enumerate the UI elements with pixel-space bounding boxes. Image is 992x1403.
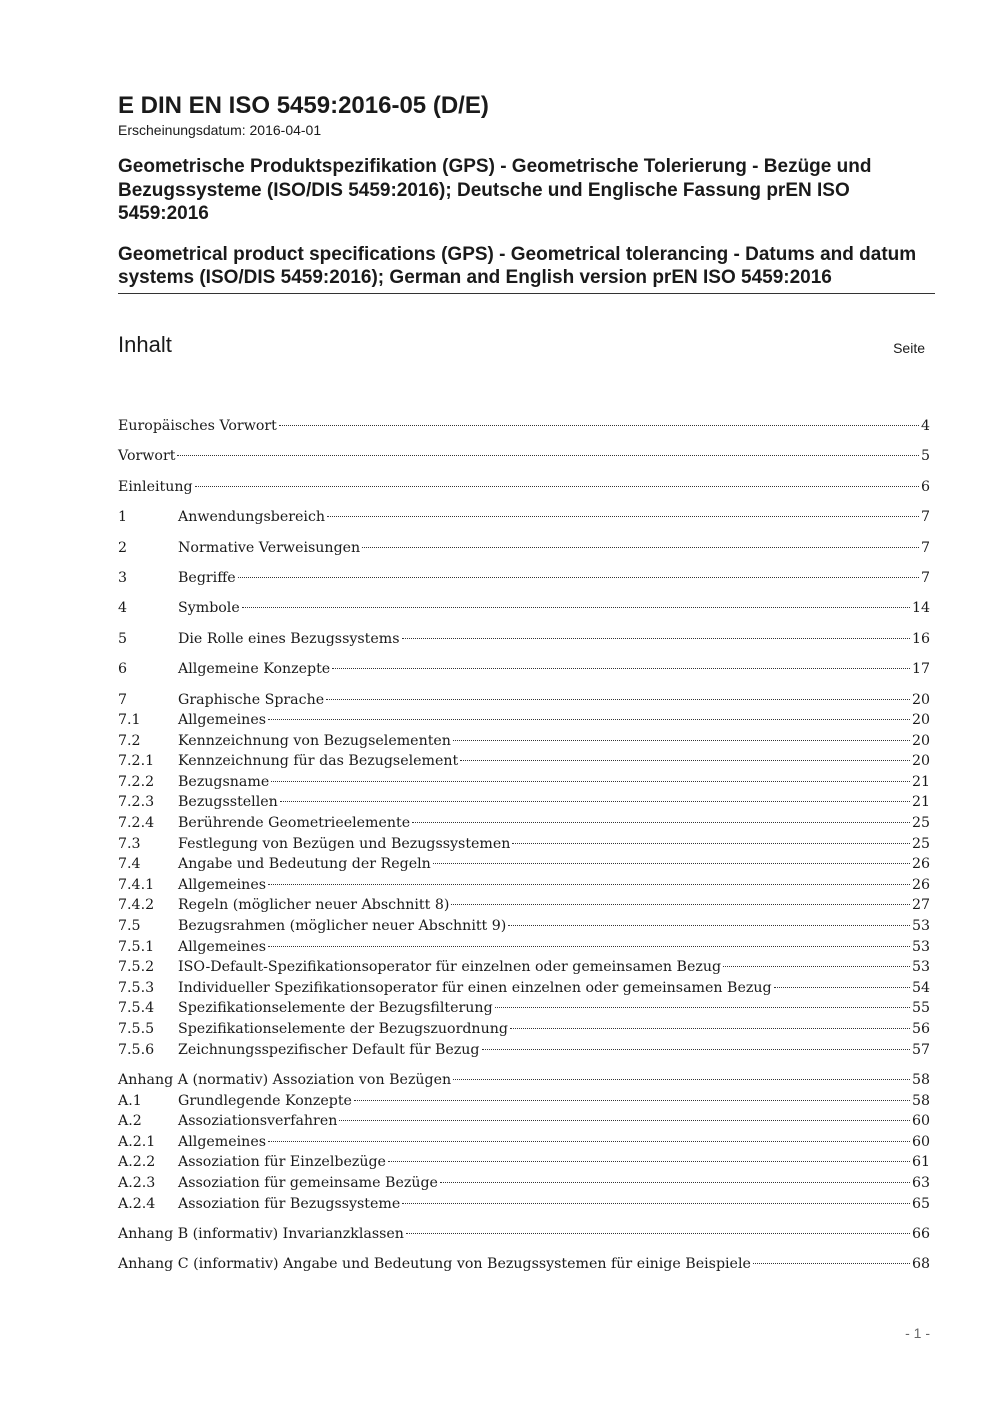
- toc-entry-page: 20: [911, 753, 930, 770]
- toc-entry-page: 7: [920, 539, 930, 556]
- toc-entry-page: 53: [911, 938, 930, 955]
- toc-entry-page: 20: [911, 712, 930, 729]
- toc-dot-leader: [238, 577, 919, 578]
- toc-entry-title: Normative Verweisungen: [178, 539, 361, 556]
- toc-entry-page: 61: [911, 1154, 930, 1171]
- toc-entry-number: 7.4: [118, 856, 141, 873]
- toc-entry-number: 7.5.2: [118, 959, 155, 976]
- toc-heading: Inhalt: [118, 331, 172, 357]
- toc-entry-title: Assoziationsverfahren: [178, 1113, 338, 1130]
- toc-entry-number: 7.5.3: [118, 979, 155, 996]
- toc-entry-title: Kennzeichnung von Bezugselementen: [178, 732, 451, 749]
- toc-dot-leader: [406, 1233, 910, 1234]
- toc-entry-page: 53: [911, 918, 930, 935]
- toc-entry[interactable]: [118, 1224, 930, 1245]
- toc-entry[interactable]: [118, 1019, 930, 1040]
- toc-dot-leader: [753, 1263, 910, 1264]
- toc-entry-page: 7: [920, 569, 930, 586]
- toc-entry-title: Regeln (möglicher neuer Abschnitt 8): [178, 897, 450, 914]
- toc-entry-page: 21: [911, 794, 930, 811]
- title-english: Geometrical product specifications (GPS) - Geometrical tolerancing - Datums and datum systems (ISO/DIS 5459:2016); German and English version prEN ISO 5459:2016: [118, 243, 917, 288]
- toc-entry-page: 56: [911, 1021, 930, 1038]
- toc-entry-title: Bezugsstellen: [178, 794, 278, 811]
- toc-entry-title: Die Rolle eines Bezugssystems: [178, 630, 400, 647]
- toc-dot-leader: [723, 966, 910, 967]
- toc-dot-leader: [453, 740, 910, 741]
- header-divider: [118, 293, 935, 294]
- toc-dot-leader: [495, 1007, 910, 1008]
- toc-entry[interactable]: [118, 895, 930, 916]
- toc-entry-page: 26: [911, 876, 930, 893]
- toc-entry-number: 7.4.2: [118, 897, 155, 914]
- document-header: [118, 92, 935, 366]
- toc-dot-leader: [271, 781, 910, 782]
- toc-entry-title: Assoziation für Einzelbezüge: [178, 1154, 386, 1171]
- toc-entry-page: 6: [920, 478, 930, 495]
- toc-dot-leader: [451, 904, 910, 905]
- toc-entry-number: 2: [118, 539, 128, 556]
- toc-entry[interactable]: [118, 690, 930, 711]
- toc-entry-title: Zeichnungsspezifischer Default für Bezug: [178, 1041, 480, 1058]
- toc-entry-number: A.2.1: [118, 1133, 156, 1150]
- toc-entry-title: Allgemeines: [178, 712, 266, 729]
- toc-entry-title: Anhang C (informativ) Angabe und Bedeutung von Bezugssystemen für einige Beispiele: [118, 1256, 751, 1273]
- toc-dot-leader: [412, 822, 910, 823]
- toc-dot-leader: [332, 668, 910, 669]
- toc-entry[interactable]: [118, 507, 930, 528]
- toc-dot-leader: [242, 607, 910, 608]
- toc-entry-page: 20: [911, 732, 930, 749]
- toc-entry-number: 7.2.2: [118, 773, 155, 790]
- toc-entry-number: 7.5.4: [118, 1000, 155, 1017]
- toc-dot-leader: [195, 486, 919, 487]
- toc-entry[interactable]: [118, 568, 930, 589]
- toc-entry-title: Allgemeines: [178, 876, 266, 893]
- toc-entry-page: 58: [911, 1092, 930, 1109]
- toc-entry[interactable]: [118, 1040, 930, 1061]
- toc-dot-leader: [512, 843, 910, 844]
- toc-entry-page: 4: [920, 418, 930, 434]
- toc-entry[interactable]: [118, 538, 930, 559]
- toc-entry-number: 7.2.1: [118, 753, 155, 770]
- toc-entry-title: Spezifikationselemente der Bezugszuordnung: [178, 1021, 508, 1038]
- toc-entry[interactable]: [118, 751, 930, 772]
- toc-entry-title: Spezifikationselemente der Bezugsfilterung: [178, 1000, 493, 1017]
- toc-entry[interactable]: [118, 937, 930, 958]
- toc-entry-title: Individueller Spezifikationsoperator für einen einzelnen oder gemeinsamen Bezug: [178, 979, 772, 996]
- toc-dot-leader: [510, 1028, 910, 1029]
- toc-dot-leader: [327, 516, 919, 517]
- toc-entry-number: A.1: [118, 1092, 142, 1109]
- toc-entry[interactable]: [118, 772, 930, 793]
- toc-entry-page: 21: [911, 773, 930, 790]
- toc-entry-number: 7.2: [118, 732, 141, 749]
- toc-entry-page: 68: [911, 1256, 930, 1273]
- toc-entry[interactable]: [118, 477, 930, 498]
- toc-entry[interactable]: [118, 916, 930, 937]
- toc-entry-number: 7.3: [118, 835, 141, 852]
- toc-entry-number: 1: [118, 509, 128, 526]
- toc-entry[interactable]: [118, 416, 930, 437]
- toc-entry-title: Allgemeine Konzepte: [178, 661, 331, 678]
- toc-entry-page: 65: [911, 1195, 930, 1212]
- toc-entry-title: Begriffe: [178, 569, 236, 586]
- toc-entry-title: Bezugsrahmen (möglicher neuer Abschnitt 9): [178, 918, 507, 935]
- toc-entry-page: 54: [911, 979, 930, 996]
- table-of-contents: [118, 416, 930, 1275]
- toc-entry-number: 7.1: [118, 712, 141, 729]
- toc-entry[interactable]: [118, 834, 930, 855]
- toc-entry-title: Assoziation für gemeinsame Bezüge: [178, 1174, 438, 1191]
- toc-entry-page: 20: [911, 691, 930, 708]
- toc-entry-title: Bezugsname: [178, 773, 270, 790]
- toc-entry-title: Allgemeines: [178, 1133, 266, 1150]
- toc-entry[interactable]: [118, 998, 930, 1019]
- toc-entry-page: 5: [920, 448, 930, 465]
- toc-entry-title: Vorwort: [118, 448, 176, 465]
- toc-dot-leader: [339, 1120, 910, 1121]
- toc-dot-leader: [268, 946, 910, 947]
- toc-dot-leader: [482, 1049, 910, 1050]
- toc-entry[interactable]: [118, 1091, 930, 1112]
- toc-entry[interactable]: [118, 854, 930, 875]
- toc-entry-title: Europäisches Vorwort: [118, 418, 277, 434]
- toc-dot-leader: [774, 987, 910, 988]
- toc-entry-page: 60: [911, 1133, 930, 1150]
- toc-dot-leader: [508, 925, 910, 926]
- toc-entry-number: A.2.4: [118, 1195, 156, 1212]
- toc-entry-page: 26: [911, 856, 930, 873]
- toc-entry[interactable]: [118, 731, 930, 752]
- toc-entry-number: 7.5.6: [118, 1041, 155, 1058]
- toc-entry-page: 7: [920, 509, 930, 526]
- toc-entry[interactable]: [118, 710, 930, 731]
- toc-entry-title: Graphische Sprache: [178, 691, 325, 708]
- toc-dot-leader: [279, 425, 919, 426]
- toc-entry-title: Assoziation für Bezugssysteme: [178, 1195, 401, 1212]
- toc-entry-number: A.2.3: [118, 1174, 156, 1191]
- toc-entry-number: 6: [118, 661, 128, 678]
- toc-entry-title: Allgemeines: [178, 938, 266, 955]
- toc-entry[interactable]: [118, 1152, 930, 1173]
- toc-entry-number: A.2: [118, 1113, 142, 1130]
- toc-dot-leader: [280, 801, 910, 802]
- toc-entry-title: Anhang A (normativ) Assoziation von Bezügen: [118, 1072, 452, 1088]
- toc-entry[interactable]: [118, 446, 930, 467]
- toc-entry-number: 7.4.1: [118, 876, 155, 893]
- toc-entry-page: 55: [911, 1000, 930, 1017]
- toc-entry-number: 7: [118, 691, 128, 708]
- toc-entry[interactable]: [118, 978, 930, 999]
- toc-entry-page: 25: [911, 815, 930, 832]
- toc-dot-leader: [268, 719, 910, 720]
- toc-entry[interactable]: [118, 1111, 930, 1132]
- toc-entry-number: 4: [118, 600, 128, 617]
- document-id: E DIN EN ISO 5459:2016-05 (D/E): [118, 92, 489, 119]
- toc-entry-number: 7.5.1: [118, 938, 155, 955]
- toc-entry-page: 17: [911, 661, 930, 678]
- toc-heading-row: [118, 332, 935, 366]
- toc-entry-title: Kennzeichnung für das Bezugselement: [178, 753, 459, 770]
- toc-entry-number: A.2.2: [118, 1154, 156, 1171]
- toc-dot-leader: [402, 638, 910, 639]
- toc-entry-number: 3: [118, 569, 128, 586]
- toc-entry-page: 63: [911, 1174, 930, 1191]
- toc-entry[interactable]: [118, 598, 930, 619]
- toc-entry[interactable]: [118, 792, 930, 813]
- toc-dot-leader: [177, 455, 919, 456]
- toc-entry[interactable]: [118, 659, 930, 680]
- toc-dot-leader: [440, 1182, 910, 1183]
- toc-entry-page: 16: [911, 630, 930, 647]
- toc-entry-page: 66: [911, 1225, 930, 1242]
- toc-entry-title: Festlegung von Bezügen und Bezugssystemen: [178, 835, 511, 852]
- toc-dot-leader: [453, 1079, 910, 1080]
- toc-entry[interactable]: [118, 629, 930, 650]
- toc-entry[interactable]: [118, 957, 930, 978]
- toc-entry-title: Grundlegende Konzepte: [178, 1092, 352, 1109]
- toc-entry-title: Anhang B (informativ) Invarianzklassen: [118, 1225, 404, 1242]
- toc-entry-page: 58: [911, 1072, 930, 1088]
- toc-entry-title: Einleitung: [118, 478, 193, 495]
- toc-entry[interactable]: [118, 1070, 930, 1091]
- toc-entry-page: 57: [911, 1041, 930, 1058]
- toc-entry-page: 60: [911, 1113, 930, 1130]
- toc-dot-leader: [388, 1161, 910, 1162]
- toc-entry-title: Anwendungsbereich: [178, 509, 326, 526]
- toc-entry[interactable]: [118, 1173, 930, 1194]
- toc-entry-number: 7.5.5: [118, 1021, 155, 1038]
- toc-entry-page: 14: [911, 600, 930, 617]
- toc-entry-title: Symbole: [178, 600, 240, 617]
- toc-entry-page: 27: [911, 897, 930, 914]
- toc-entry[interactable]: [118, 1132, 930, 1153]
- toc-dot-leader: [362, 547, 919, 548]
- toc-dot-leader: [433, 863, 910, 864]
- toc-entry-title: Berührende Geometrieelemente: [178, 815, 411, 832]
- toc-entry[interactable]: [118, 1194, 930, 1215]
- toc-entry-title: ISO-Default-Spezifikationsoperator für einzelnen oder gemeinsamen Bezug: [178, 959, 722, 976]
- toc-dot-leader: [460, 760, 910, 761]
- toc-dot-leader: [354, 1100, 910, 1101]
- toc-entry[interactable]: [118, 813, 930, 834]
- toc-dot-leader: [268, 1141, 910, 1142]
- title-german: Geometrische Produktspezifikation (GPS) - Geometrische Tolerierung - Bezüge und Bezugssysteme (ISO/DIS 5459:2016); Deutsche und Englische Fassung prEN ISO 5459:2016: [118, 156, 872, 224]
- toc-dot-leader: [268, 884, 910, 885]
- toc-dot-leader: [402, 1203, 910, 1204]
- toc-entry[interactable]: [118, 875, 930, 896]
- toc-entry-number: 7.2.4: [118, 815, 155, 832]
- toc-entry-page: 53: [911, 959, 930, 976]
- toc-entry-page: 25: [911, 835, 930, 852]
- toc-entry-number: 7.5: [118, 918, 141, 935]
- toc-page-label: Seite: [893, 339, 925, 356]
- toc-entry-number: 7.2.3: [118, 794, 155, 811]
- toc-entry-number: 5: [118, 630, 128, 647]
- toc-entry[interactable]: [118, 1254, 930, 1275]
- toc-entry-title: Angabe und Bedeutung der Regeln: [178, 856, 431, 873]
- toc-dot-leader: [326, 699, 910, 700]
- page-number: - 1 -: [905, 1325, 930, 1341]
- publication-date: Erscheinungsdatum: 2016-04-01: [118, 122, 322, 138]
